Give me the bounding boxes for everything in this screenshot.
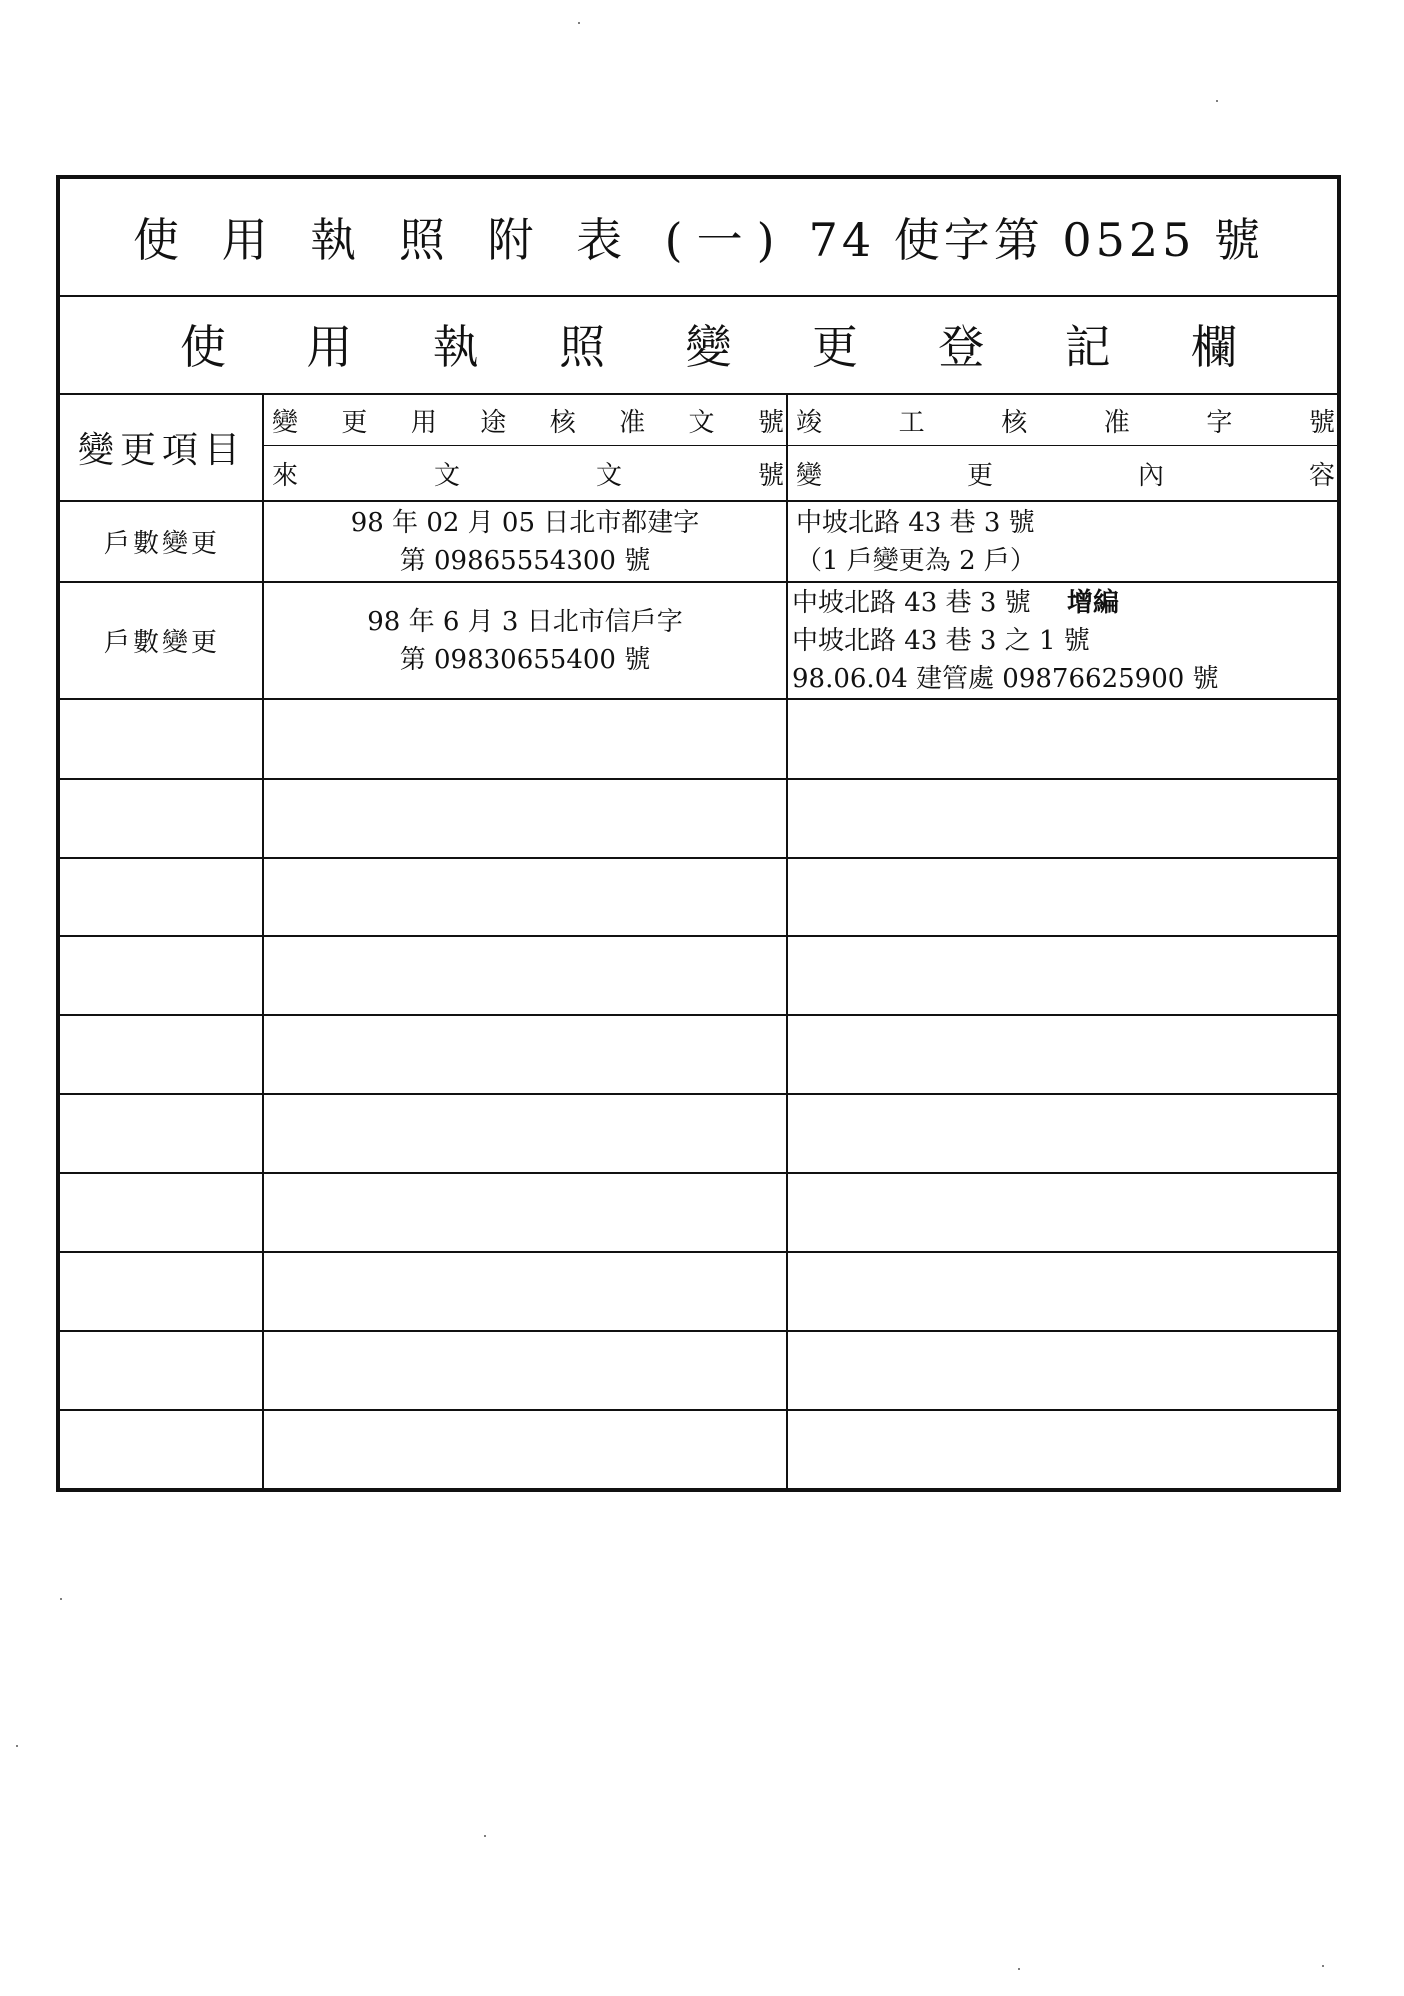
row-divider bbox=[60, 1093, 1337, 1095]
approval-line: 98 年 6 月 3 日北市信戶字 bbox=[367, 607, 683, 637]
license-appendix-table bbox=[56, 175, 1341, 1492]
scan-speck bbox=[484, 1835, 486, 1837]
approval-cell bbox=[264, 583, 786, 698]
header-char: 號 bbox=[757, 407, 784, 438]
header-char: 准 bbox=[1103, 407, 1130, 438]
header-char: 工 bbox=[898, 407, 925, 438]
subtitle-char: 照 bbox=[559, 320, 606, 374]
content-cell bbox=[796, 502, 1336, 581]
subtitle-char: 登 bbox=[938, 320, 985, 374]
subtitle-char: 用 bbox=[306, 320, 353, 374]
header-char: 更 bbox=[966, 460, 993, 491]
subtitle-char: 變 bbox=[685, 320, 732, 374]
row-divider bbox=[60, 1172, 1337, 1174]
row-divider bbox=[60, 1409, 1337, 1411]
content-line: （1 戶變更為 2 戶） bbox=[796, 546, 1036, 576]
header-char: 准 bbox=[619, 407, 646, 438]
column-divider bbox=[786, 395, 788, 1488]
row-divider bbox=[60, 698, 1337, 700]
content-bold-note: 增編 bbox=[1066, 588, 1119, 618]
header-completion-no bbox=[788, 395, 1337, 445]
header-char: 途 bbox=[480, 407, 507, 438]
content-line bbox=[792, 584, 1336, 622]
license-number: 74 使字第 0525 號 bbox=[808, 213, 1265, 267]
header-char: 來 bbox=[272, 460, 299, 491]
header-char: 核 bbox=[1001, 407, 1028, 438]
header-char: 號 bbox=[757, 460, 784, 491]
approval-line: 第 09830655400 號 bbox=[399, 645, 651, 675]
title-main: 使 用 執 照 附 表 (一) bbox=[132, 213, 789, 267]
section-subtitle bbox=[60, 295, 1337, 395]
scan-speck bbox=[1322, 1965, 1324, 1967]
subtitle-char: 更 bbox=[811, 320, 858, 374]
header-char: 文 bbox=[433, 460, 460, 491]
content-line: 98.06.04 建管處 09876625900 號 bbox=[792, 664, 1219, 694]
header-incoming-no bbox=[264, 446, 786, 500]
row-divider bbox=[60, 935, 1337, 937]
header-char: 更 bbox=[341, 407, 368, 438]
row-divider bbox=[60, 1251, 1337, 1253]
header-char: 內 bbox=[1137, 460, 1164, 491]
scan-speck bbox=[1018, 1968, 1020, 1970]
header-char: 容 bbox=[1308, 460, 1335, 491]
scan-speck bbox=[578, 22, 580, 24]
subtitle-char: 欄 bbox=[1191, 320, 1237, 374]
subtitle-char: 使 bbox=[180, 320, 226, 374]
content-text: 中坡北路 43 巷 3 號 bbox=[792, 588, 1031, 618]
header-char: 字 bbox=[1206, 407, 1233, 438]
subtitle-char: 記 bbox=[1064, 320, 1111, 374]
header-change-content bbox=[788, 446, 1337, 500]
approval-cell bbox=[264, 502, 786, 581]
approval-line: 第 09865554300 號 bbox=[399, 546, 651, 576]
header-char: 核 bbox=[549, 407, 576, 438]
row-divider bbox=[60, 857, 1337, 859]
content-line: 中坡北路 43 巷 3 號 bbox=[796, 508, 1035, 538]
approval-line: 98 年 02 月 05 日北市都建字 bbox=[350, 508, 700, 538]
content-line: 中坡北路 43 巷 3 之 1 號 bbox=[792, 626, 1090, 656]
change-item-cell: 戶數變更 bbox=[103, 628, 220, 658]
subtitle-char: 執 bbox=[432, 320, 479, 374]
row-divider bbox=[60, 1014, 1337, 1016]
content-cell bbox=[792, 583, 1336, 698]
header-char: 變 bbox=[272, 407, 299, 438]
register-grid bbox=[60, 395, 1337, 1488]
row-divider bbox=[60, 1330, 1337, 1332]
header-char: 文 bbox=[688, 407, 715, 438]
scan-speck bbox=[1216, 100, 1218, 102]
header-char: 文 bbox=[595, 460, 622, 491]
header-change-item: 變更項目 bbox=[77, 430, 246, 471]
header-approval-no bbox=[264, 395, 786, 445]
page-title bbox=[60, 179, 1337, 297]
header-char: 用 bbox=[410, 407, 437, 438]
header-char: 變 bbox=[796, 460, 823, 491]
change-item-cell: 戶數變更 bbox=[103, 529, 220, 559]
header-char: 竣 bbox=[796, 407, 823, 438]
row-divider bbox=[60, 778, 1337, 780]
header-char: 號 bbox=[1308, 407, 1335, 438]
scan-speck bbox=[16, 1745, 18, 1747]
scan-speck bbox=[60, 1598, 62, 1600]
